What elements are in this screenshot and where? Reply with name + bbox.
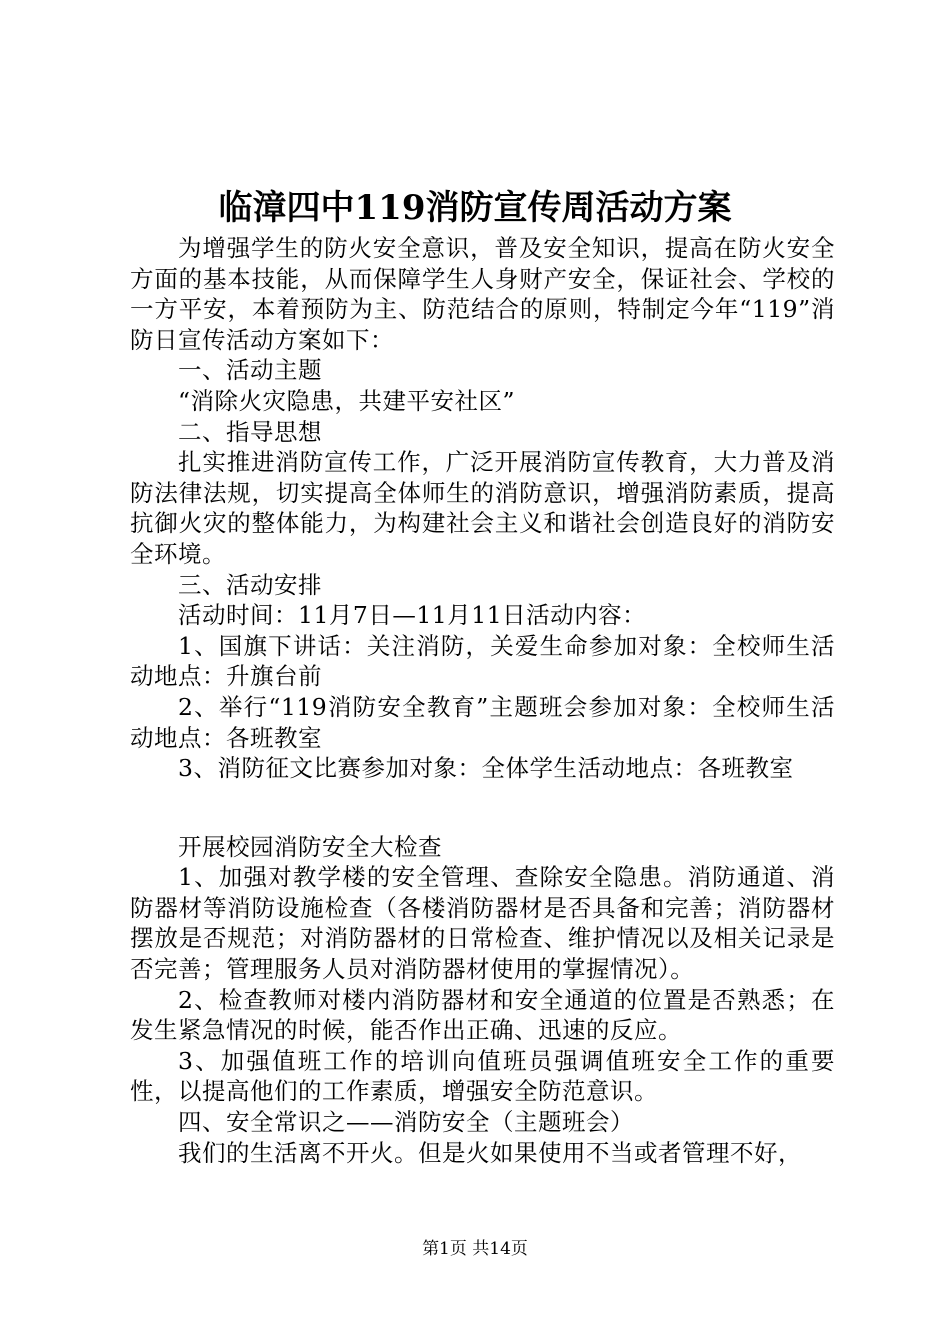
paragraph-intro: 为增强学生的防火安全意识，普及安全知识，提高在防火安全方面的基本技能，从而保障学生人身财产安全，保证社会、学校的一方平安，本着预防为主、防范结合的原则，特制定今年“119”消防日宣传活动方案如下：	[130, 234, 835, 354]
heading-campus-inspection: 开展校园消防安全大检查	[178, 832, 442, 861]
paragraph-fire-intro: 我们的生活离不开火。但是火如果使用不当或者管理不好，	[178, 1138, 802, 1167]
list-item-teacher-check: 2、检查教师对楼内消防器材和安全通道的位置是否熟悉；在发生紧急情况的时候，能否作出正确、迅速的反应。	[130, 985, 835, 1045]
heading-guiding-thought: 二、指导思想	[178, 417, 322, 446]
paragraph-activity-time: 活动时间：11月7日—11月11日活动内容：	[178, 601, 647, 630]
paragraph-theme-slogan: “消除火灾隐患，共建平安社区”	[178, 386, 516, 415]
heading-activity-theme: 一、活动主题	[178, 356, 322, 385]
blank-line	[130, 784, 835, 832]
document-body	[130, 233, 835, 1168]
heading-activity-arrangement: 三、活动安排	[178, 570, 322, 599]
document-title: 临漳四中119消防宣传周活动方案	[218, 188, 732, 228]
page-footer: 第1页 共14页	[422, 1239, 528, 1259]
list-item-essay-contest: 3、消防征文比赛参加对象：全体学生活动地点：各班教室	[178, 754, 794, 783]
list-item-duty-training: 3、加强值班工作的培训向值班员强调值班安全工作的重要性，以提高他们的工作素质，增强安全防范意识。	[130, 1046, 835, 1106]
list-item-class-meeting: 2、举行“119消防安全教育”主题班会参加对象：全校师生活动地点：各班教室	[130, 692, 835, 752]
list-item-building-safety: 1、加强对教学楼的安全管理、查除安全隐患。消防通道、消防器材等消防设施检查（各楼消防器材是否具备和完善；消防器材摆放是否规范；对消防器材的日常检查、维护情况以及相关记录是否完善；管理服务人员对消防器材使用的掌握情况）。	[130, 863, 835, 984]
list-item-flag-speech: 1、国旗下讲话：关注消防，关爱生命参加对象：全校师生活动地点：升旗台前	[130, 631, 835, 691]
paragraph-guiding-thought: 扎实推进消防宣传工作，广泛开展消防宣传教育，大力普及消防法律法规，切实提高全体师生的消防意识，增强消防素质，提高抗御火灾的整体能力，为构建社会主义和谐社会创造良好的消防安全环境。	[130, 448, 835, 568]
heading-safety-knowledge: 四、安全常识之——消防安全（主题班会）	[178, 1108, 634, 1137]
